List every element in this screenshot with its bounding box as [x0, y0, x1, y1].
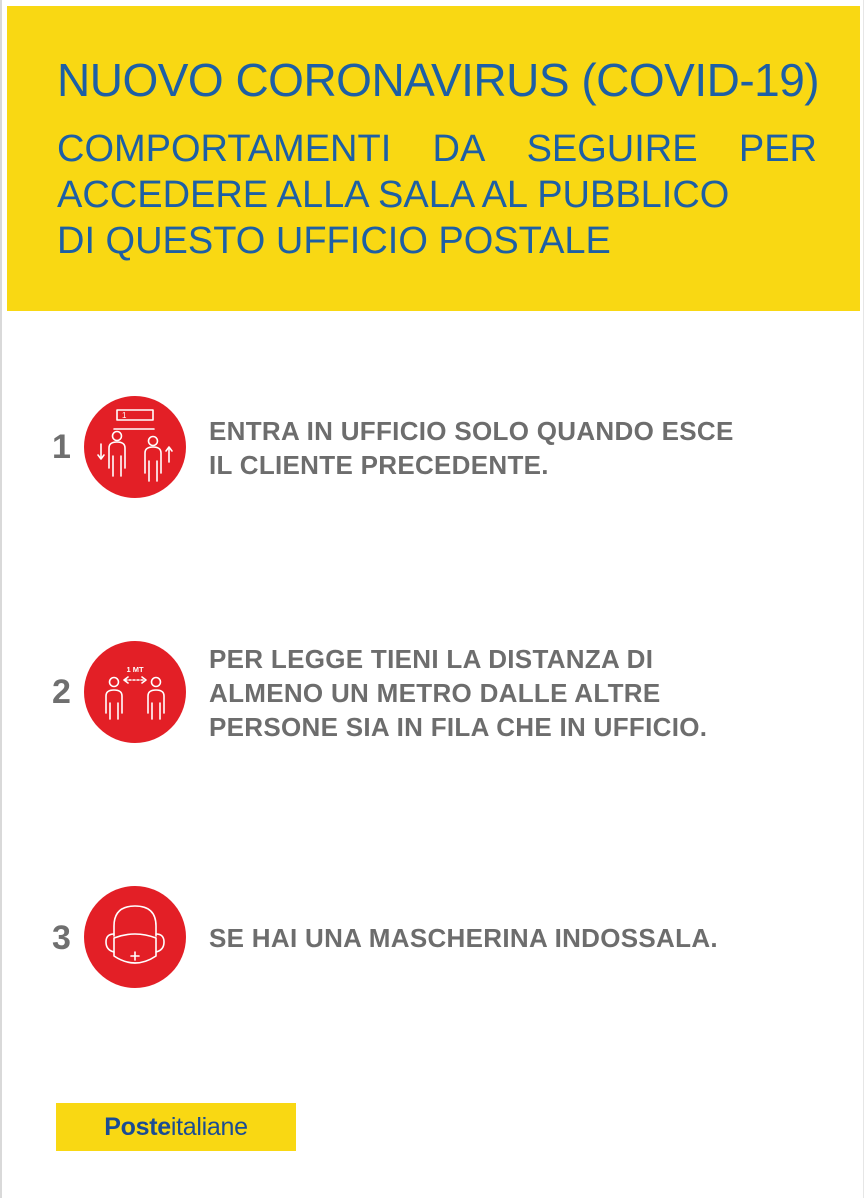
step-3-text — [209, 921, 829, 955]
step-2-text — [209, 642, 829, 744]
poste-italiane-logo — [56, 1103, 296, 1151]
one-at-a-time-icon — [84, 396, 186, 498]
subtitle-word: COMPORTAMENTI — [57, 128, 392, 170]
step-2-line: PER LEGGE TIENI LA DISTANZA DI — [209, 644, 654, 674]
step-3-line: SE HAI UNA MASCHERINA INDOSSALA. — [209, 923, 718, 953]
step-1-line: ENTRA IN UFFICIO SOLO QUANDO ESCE — [209, 416, 734, 446]
subtitle-word: PER — [738, 128, 817, 170]
icon-queue-number: 1 — [122, 411, 127, 420]
step-2-line: PERSONE SIA IN FILA CHE IN UFFICIO. — [209, 712, 708, 742]
step-2-line: ALMENO UN METRO DALLE ALTRE — [209, 678, 661, 708]
page-title: NUOVO CORONAVIRUS (COVID-19) — [57, 54, 820, 106]
step-1-number: 1 — [52, 428, 71, 466]
step-2-number: 2 — [52, 673, 71, 711]
step-1-text — [209, 414, 829, 482]
face-mask-icon — [84, 886, 186, 988]
step-1-line: IL CLIENTE PRECEDENTE. — [209, 450, 549, 480]
social-distance-icon — [84, 641, 186, 743]
logo-bold-text: Poste — [104, 1112, 171, 1141]
subtitle-word: SEGUIRE — [526, 128, 698, 170]
subtitle-line-3: DI QUESTO UFFICIO POSTALE — [57, 220, 611, 262]
subtitle-line-2: ACCEDERE ALLA SALA AL PUBBLICO — [57, 174, 730, 216]
icon-distance-label: 1 MT — [126, 665, 144, 674]
subtitle-line-1 — [57, 126, 817, 172]
logo-regular-text: italiane — [170, 1112, 248, 1141]
subtitle-word: DA — [432, 128, 486, 170]
step-3-number: 3 — [52, 919, 71, 957]
page-subtitle — [57, 126, 817, 264]
